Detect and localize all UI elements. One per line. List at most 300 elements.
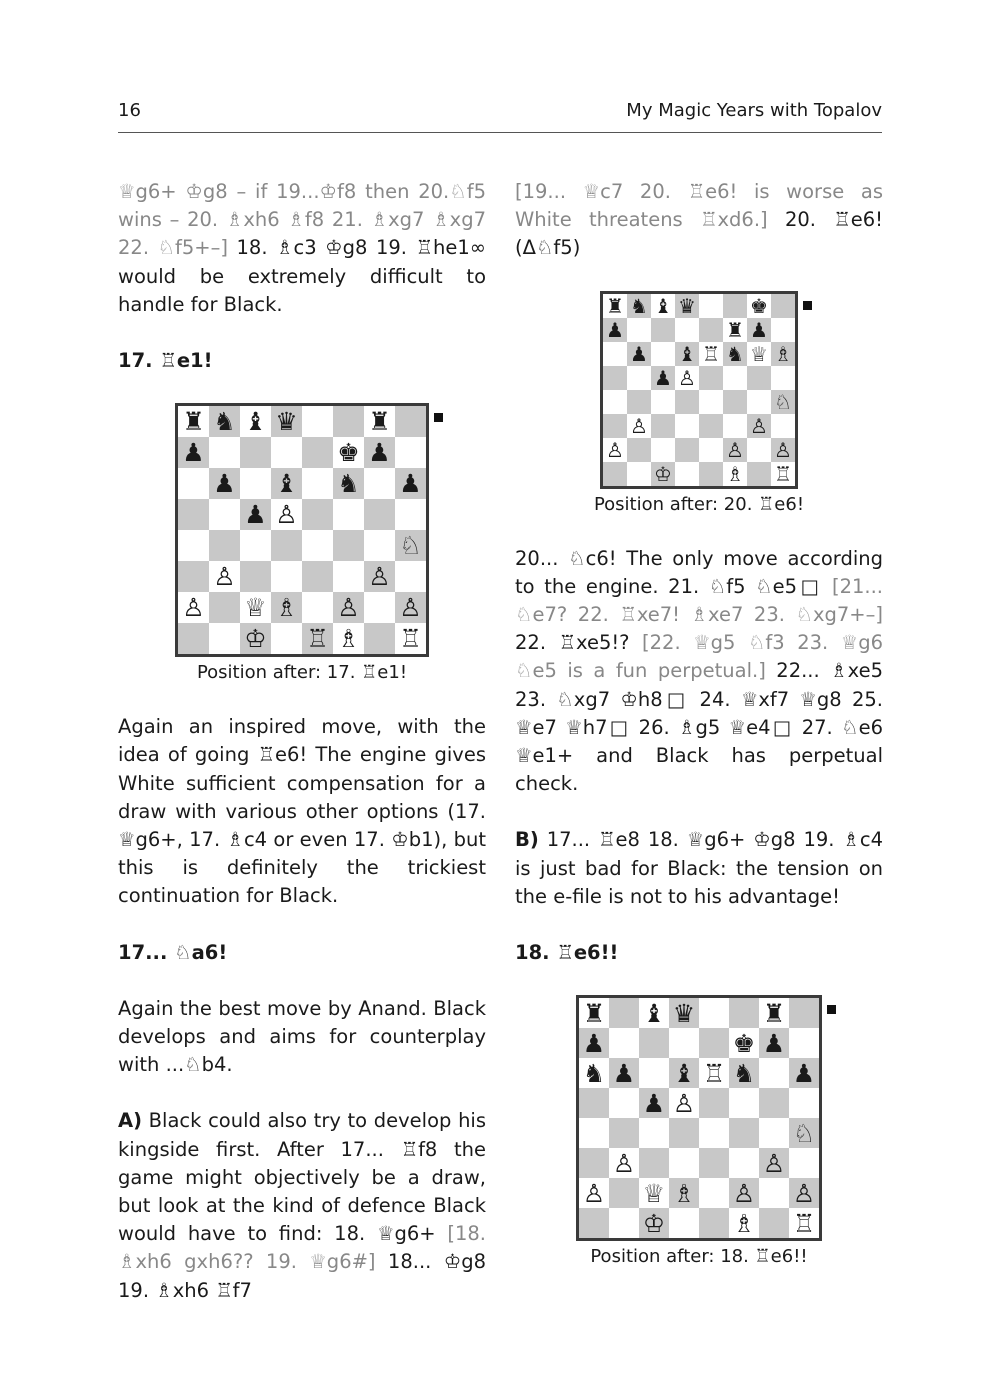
square-d4 xyxy=(669,1118,699,1148)
square-b7 xyxy=(209,437,240,468)
chess-piece-icon: ♟ xyxy=(182,438,205,468)
square-b1 xyxy=(609,1208,639,1238)
chess-piece-icon: ♘ xyxy=(792,1118,816,1148)
square-f4 xyxy=(333,530,364,561)
chess-piece-icon: ♖ xyxy=(399,624,422,654)
square-a8 xyxy=(178,406,209,437)
chess-piece-icon: ♗ xyxy=(672,1178,696,1208)
main-line-text: 20. ♖e6! (Δ♘f5) xyxy=(515,208,883,260)
chess-piece-icon: ♔ xyxy=(642,1208,666,1238)
square-g7 xyxy=(759,1028,789,1058)
chess-piece-icon: ♗ xyxy=(337,624,360,654)
chess-piece-icon: ♝ xyxy=(654,293,672,318)
square-c8 xyxy=(651,294,675,318)
paragraph: Again an inspired move, with the idea of going ♖e6! The engine gives White sufficient compensation for a draw with various other options (17. ♕g6+, 17. ♗c4 or even 17. ♔b1), but this is definitely the trickiest continuation for Black. xyxy=(118,715,486,908)
square-d4 xyxy=(271,530,302,561)
square-a3 xyxy=(178,561,209,592)
paragraph xyxy=(515,826,883,911)
square-h4 xyxy=(395,530,426,561)
chess-piece-icon: ♖ xyxy=(792,1208,816,1238)
square-f3 xyxy=(333,561,364,592)
square-d1 xyxy=(271,623,302,654)
paragraph xyxy=(515,545,883,799)
square-e5 xyxy=(699,366,723,390)
square-e3 xyxy=(302,561,333,592)
paragraph xyxy=(118,178,486,319)
square-a2 xyxy=(178,592,209,623)
square-c3 xyxy=(651,414,675,438)
chess-piece-icon: ♞ xyxy=(582,1058,606,1088)
square-e4 xyxy=(699,1118,729,1148)
chess-piece-icon: ♟ xyxy=(642,1088,666,1118)
square-b4 xyxy=(627,390,651,414)
square-b2 xyxy=(609,1178,639,1208)
square-g8 xyxy=(364,406,395,437)
running-title: My Magic Years with Topalov xyxy=(626,100,882,121)
square-a7 xyxy=(178,437,209,468)
square-c2 xyxy=(651,438,675,462)
square-f1 xyxy=(723,462,747,486)
square-a4 xyxy=(579,1118,609,1148)
chess-piece-icon: ♜ xyxy=(582,998,606,1028)
square-f6 xyxy=(723,342,747,366)
square-b8 xyxy=(627,294,651,318)
square-g2 xyxy=(747,438,771,462)
chess-piece-icon: ♛ xyxy=(275,407,298,437)
square-f2 xyxy=(729,1178,759,1208)
chess-piece-icon: ♙ xyxy=(275,500,298,530)
chess-piece-icon: ♕ xyxy=(642,1178,666,1208)
chess-piece-icon: ♞ xyxy=(732,1058,756,1088)
square-b4 xyxy=(209,530,240,561)
option-label: B) xyxy=(515,828,539,852)
main-line-text: 17... ♖e8 18. ♕g6+ ♔g8 19. ♗c4 is just bad for Black: the tension on the e-file is not to his advantage! xyxy=(515,828,883,908)
square-c5 xyxy=(240,499,271,530)
chess-piece-icon: ♙ xyxy=(774,437,792,462)
chess-piece-icon: ♙ xyxy=(606,437,624,462)
chess-piece-icon: ♚ xyxy=(732,1028,756,1058)
chess-piece-icon: ♟ xyxy=(762,1028,786,1058)
square-d2 xyxy=(675,438,699,462)
square-c6 xyxy=(651,342,675,366)
paragraph xyxy=(515,178,883,263)
chess-piece-icon: ♙ xyxy=(337,593,360,623)
square-a6 xyxy=(603,342,627,366)
main-line-text: 18. ♗c3 ♔g8 19. ♖he1∞ would be extremely difficult to handle for Black. xyxy=(118,236,486,316)
chess-piece-icon: ♝ xyxy=(642,998,666,1028)
chess-diagram xyxy=(515,995,883,1269)
square-f3 xyxy=(729,1148,759,1178)
side-to-move-marker xyxy=(803,301,812,310)
square-a6 xyxy=(178,468,209,499)
square-f4 xyxy=(723,390,747,414)
square-e1 xyxy=(699,462,723,486)
main-line-text: Black could also try to develop his kingside first. After 17... ♖f8 the game might objectively be a draw, but look at the kind of defence Black would have to find: 18. ♕g6+ xyxy=(118,1109,486,1246)
square-g6 xyxy=(364,468,395,499)
square-b6 xyxy=(627,342,651,366)
chess-piece-icon: ♘ xyxy=(774,389,792,414)
chess-diagram xyxy=(515,291,883,517)
square-c1 xyxy=(240,623,271,654)
chess-piece-icon: ♜ xyxy=(762,998,786,1028)
right-column xyxy=(515,178,883,1297)
square-f5 xyxy=(333,499,364,530)
square-c8 xyxy=(240,406,271,437)
square-c5 xyxy=(639,1088,669,1118)
chess-piece-icon: ♟ xyxy=(399,469,422,499)
square-b1 xyxy=(209,623,240,654)
square-b2 xyxy=(627,438,651,462)
square-b7 xyxy=(609,1028,639,1058)
square-d6 xyxy=(675,342,699,366)
chess-piece-icon: ♙ xyxy=(368,562,391,592)
chess-piece-icon: ♙ xyxy=(182,593,205,623)
square-e1 xyxy=(699,1208,729,1238)
square-h3 xyxy=(789,1148,819,1178)
square-h5 xyxy=(771,366,795,390)
square-c5 xyxy=(651,366,675,390)
square-e2 xyxy=(302,592,333,623)
move-heading: 17... ♘a6! xyxy=(118,940,228,964)
chess-piece-icon: ♟ xyxy=(630,341,648,366)
main-line-text: 22... ♗xe5 23. ♘xg7 ♔h8□ 24. ♕xf7 ♕g8 25. ♕e7 ♕h7□ 26. ♗g5 ♕e4□ 27. ♘e6 ♕e1+ and Black has perpetual check. xyxy=(515,659,884,796)
chess-board xyxy=(175,403,429,657)
square-h1 xyxy=(789,1208,819,1238)
side-to-move-marker xyxy=(827,1005,836,1014)
variation-text: [22. ♕g5 ♘f3 23. ♕g6 ♘e5 is a fun perpetual.] xyxy=(515,631,883,683)
side-to-move-marker xyxy=(434,413,443,422)
square-a1 xyxy=(603,462,627,486)
chess-piece-icon: ♝ xyxy=(275,469,298,499)
square-h7 xyxy=(771,318,795,342)
square-e2 xyxy=(699,438,723,462)
chess-piece-icon: ♟ xyxy=(213,469,236,499)
square-h8 xyxy=(771,294,795,318)
square-c7 xyxy=(651,318,675,342)
square-h3 xyxy=(771,414,795,438)
square-g4 xyxy=(747,390,771,414)
square-e4 xyxy=(302,530,333,561)
chess-piece-icon: ♟ xyxy=(606,317,624,342)
chess-piece-icon: ♙ xyxy=(582,1178,606,1208)
square-h6 xyxy=(395,468,426,499)
chess-piece-icon: ♙ xyxy=(672,1088,696,1118)
diagram-caption: Position after: 18. ♖e6!! xyxy=(590,1246,808,1268)
square-g4 xyxy=(759,1118,789,1148)
chess-piece-icon: ♘ xyxy=(399,531,422,561)
square-d2 xyxy=(669,1178,699,1208)
chess-piece-icon: ♙ xyxy=(213,562,236,592)
paragraph: Again the best move by Anand. Black develops and aims for counterplay with ...♘b4. xyxy=(118,996,486,1077)
square-f5 xyxy=(729,1088,759,1118)
square-g1 xyxy=(747,462,771,486)
square-h8 xyxy=(395,406,426,437)
square-h2 xyxy=(395,592,426,623)
chess-piece-icon: ♟ xyxy=(244,500,267,530)
square-d1 xyxy=(669,1208,699,1238)
square-d8 xyxy=(669,998,699,1028)
chess-piece-icon: ♚ xyxy=(337,438,360,468)
chess-piece-icon: ♝ xyxy=(244,407,267,437)
square-c6 xyxy=(240,468,271,499)
square-a7 xyxy=(579,1028,609,1058)
square-e2 xyxy=(699,1178,729,1208)
square-h6 xyxy=(789,1058,819,1088)
square-g3 xyxy=(759,1148,789,1178)
square-b3 xyxy=(209,561,240,592)
square-h1 xyxy=(395,623,426,654)
chess-piece-icon: ♖ xyxy=(306,624,329,654)
square-d6 xyxy=(669,1058,699,1088)
chess-piece-icon: ♔ xyxy=(244,624,267,654)
square-c2 xyxy=(240,592,271,623)
square-f7 xyxy=(729,1028,759,1058)
chess-piece-icon: ♕ xyxy=(750,341,768,366)
square-d7 xyxy=(675,318,699,342)
chess-piece-icon: ♗ xyxy=(726,461,744,486)
chess-piece-icon: ♗ xyxy=(732,1208,756,1238)
square-d5 xyxy=(675,366,699,390)
square-e6 xyxy=(302,468,333,499)
square-e6 xyxy=(699,1058,729,1088)
square-a4 xyxy=(603,390,627,414)
move-heading: 18. ♖e6!! xyxy=(515,941,619,965)
square-c1 xyxy=(651,462,675,486)
chess-piece-icon: ♔ xyxy=(654,461,672,486)
chess-piece-icon: ♟ xyxy=(582,1028,606,1058)
variation-text: ♕g6+ ♔g8 – if 19...♔f8 then 20.♘f5 wins – 20. ♗xh6 ♗f8 21. ♗xg7 ♗xg7 22. ♘f5+–] xyxy=(118,180,486,260)
square-b5 xyxy=(609,1088,639,1118)
square-e8 xyxy=(699,998,729,1028)
square-e8 xyxy=(302,406,333,437)
chess-piece-icon: ♕ xyxy=(244,593,267,623)
chess-piece-icon: ♞ xyxy=(726,341,744,366)
square-g1 xyxy=(759,1208,789,1238)
square-e8 xyxy=(699,294,723,318)
square-d6 xyxy=(271,468,302,499)
square-d8 xyxy=(271,406,302,437)
chess-piece-icon: ♙ xyxy=(792,1178,816,1208)
square-b1 xyxy=(627,462,651,486)
square-f4 xyxy=(729,1118,759,1148)
square-c7 xyxy=(240,437,271,468)
square-h7 xyxy=(789,1028,819,1058)
square-d3 xyxy=(271,561,302,592)
chess-piece-icon: ♗ xyxy=(275,593,298,623)
variation-text: [18. ♗xh6 gxh6?? 19. ♕g6#] xyxy=(118,1222,486,1274)
square-c3 xyxy=(240,561,271,592)
square-h5 xyxy=(789,1088,819,1118)
square-f8 xyxy=(729,998,759,1028)
square-f7 xyxy=(723,318,747,342)
chess-piece-icon: ♞ xyxy=(213,407,236,437)
square-d8 xyxy=(675,294,699,318)
square-d7 xyxy=(669,1028,699,1058)
square-f8 xyxy=(723,294,747,318)
square-b3 xyxy=(627,414,651,438)
square-e4 xyxy=(699,390,723,414)
chess-piece-icon: ♞ xyxy=(337,469,360,499)
square-c4 xyxy=(639,1118,669,1148)
square-g1 xyxy=(364,623,395,654)
square-g2 xyxy=(364,592,395,623)
square-b2 xyxy=(209,592,240,623)
chess-diagram xyxy=(118,403,486,685)
square-e6 xyxy=(699,342,723,366)
square-g6 xyxy=(759,1058,789,1088)
chess-piece-icon: ♙ xyxy=(726,437,744,462)
chess-piece-icon: ♛ xyxy=(672,998,696,1028)
chess-piece-icon: ♙ xyxy=(399,593,422,623)
square-a5 xyxy=(579,1088,609,1118)
chess-piece-icon: ♖ xyxy=(774,461,792,486)
board-wrapper xyxy=(600,291,798,489)
square-f3 xyxy=(723,414,747,438)
square-g4 xyxy=(364,530,395,561)
chess-piece-icon: ♖ xyxy=(702,341,720,366)
square-a5 xyxy=(178,499,209,530)
square-c4 xyxy=(651,390,675,414)
diagram-caption: Position after: 20. ♖e6! xyxy=(593,493,805,515)
square-a8 xyxy=(603,294,627,318)
square-e3 xyxy=(699,1148,729,1178)
chess-piece-icon: ♞ xyxy=(630,293,648,318)
chess-piece-icon: ♟ xyxy=(612,1058,636,1088)
chess-piece-icon: ♝ xyxy=(678,341,696,366)
chess-piece-icon: ♟ xyxy=(750,317,768,342)
square-c3 xyxy=(639,1148,669,1178)
square-a8 xyxy=(579,998,609,1028)
chess-piece-icon: ♙ xyxy=(762,1148,786,1178)
chess-piece-icon: ♙ xyxy=(612,1148,636,1178)
square-g5 xyxy=(364,499,395,530)
square-d3 xyxy=(675,414,699,438)
diagram-caption: Position after: 17. ♖e1! xyxy=(196,662,408,684)
square-h8 xyxy=(789,998,819,1028)
chess-piece-icon: ♙ xyxy=(678,365,696,390)
square-e1 xyxy=(302,623,333,654)
option-label: A) xyxy=(118,1109,143,1133)
square-g3 xyxy=(747,414,771,438)
chess-piece-icon: ♟ xyxy=(654,365,672,390)
square-f6 xyxy=(729,1058,759,1088)
main-line-text: 18... ♔g8 19. ♗xh6 ♖f7 xyxy=(118,1250,486,1302)
square-a4 xyxy=(178,530,209,561)
chess-piece-icon: ♟ xyxy=(368,438,391,468)
square-a2 xyxy=(603,438,627,462)
square-c2 xyxy=(639,1178,669,1208)
square-c6 xyxy=(639,1058,669,1088)
chess-piece-icon: ♜ xyxy=(726,317,744,342)
square-b7 xyxy=(627,318,651,342)
chess-piece-icon: ♜ xyxy=(368,407,391,437)
square-e7 xyxy=(699,1028,729,1058)
square-d2 xyxy=(271,592,302,623)
chess-piece-icon: ♟ xyxy=(792,1058,816,1088)
square-b5 xyxy=(209,499,240,530)
main-line-text: 20... ♘c6! The only move according to the engine. 21. ♘f5 ♘e5□ xyxy=(515,546,883,598)
running-header xyxy=(118,100,882,133)
square-e7 xyxy=(699,318,723,342)
paragraph xyxy=(118,1107,486,1304)
square-h2 xyxy=(789,1178,819,1208)
square-b5 xyxy=(627,366,651,390)
square-f8 xyxy=(333,406,364,437)
page-number: 16 xyxy=(118,100,141,121)
square-a2 xyxy=(579,1178,609,1208)
square-a3 xyxy=(579,1148,609,1178)
square-d5 xyxy=(271,499,302,530)
chess-piece-icon: ♝ xyxy=(672,1058,696,1088)
move-heading: 17. ♖e1! xyxy=(118,349,213,373)
square-h2 xyxy=(771,438,795,462)
square-h4 xyxy=(789,1118,819,1148)
square-e5 xyxy=(302,499,333,530)
square-c1 xyxy=(639,1208,669,1238)
square-g5 xyxy=(759,1088,789,1118)
square-g7 xyxy=(747,318,771,342)
square-b8 xyxy=(609,998,639,1028)
square-b3 xyxy=(609,1148,639,1178)
square-b4 xyxy=(609,1118,639,1148)
square-f7 xyxy=(333,437,364,468)
square-g8 xyxy=(759,998,789,1028)
chess-piece-icon: ♜ xyxy=(606,293,624,318)
square-d5 xyxy=(669,1088,699,1118)
variation-text: [19... ♕c7 20. ♖e6! is worse as White threatens ♖xd6.] xyxy=(515,180,883,232)
square-f2 xyxy=(333,592,364,623)
board-wrapper xyxy=(175,403,429,657)
chess-piece-icon: ♖ xyxy=(702,1058,726,1088)
square-f5 xyxy=(723,366,747,390)
square-d4 xyxy=(675,390,699,414)
chess-piece-icon: ♗ xyxy=(774,341,792,366)
square-h1 xyxy=(771,462,795,486)
square-a5 xyxy=(603,366,627,390)
square-h7 xyxy=(395,437,426,468)
square-f2 xyxy=(723,438,747,462)
chess-piece-icon: ♙ xyxy=(732,1178,756,1208)
main-line-text: 22. ♖xe5!? xyxy=(515,631,643,655)
square-f1 xyxy=(729,1208,759,1238)
square-b6 xyxy=(209,468,240,499)
square-g2 xyxy=(759,1178,789,1208)
square-f6 xyxy=(333,468,364,499)
chess-piece-icon: ♛ xyxy=(678,293,696,318)
square-a6 xyxy=(579,1058,609,1088)
square-h6 xyxy=(771,342,795,366)
square-f1 xyxy=(333,623,364,654)
square-b6 xyxy=(609,1058,639,1088)
square-d1 xyxy=(675,462,699,486)
square-g6 xyxy=(747,342,771,366)
square-h4 xyxy=(771,390,795,414)
variation-text: [21... ♘e7? 22. ♖xe7! ♗xe7 23. ♘xg7+–] xyxy=(515,574,883,627)
square-a1 xyxy=(579,1208,609,1238)
square-g5 xyxy=(747,366,771,390)
chess-board xyxy=(576,995,822,1241)
square-g8 xyxy=(747,294,771,318)
chess-board xyxy=(600,291,798,489)
square-a3 xyxy=(603,414,627,438)
square-c8 xyxy=(639,998,669,1028)
chess-piece-icon: ♚ xyxy=(750,293,768,318)
board-wrapper xyxy=(576,995,822,1241)
chess-piece-icon: ♙ xyxy=(630,413,648,438)
chess-piece-icon: ♙ xyxy=(750,413,768,438)
left-column xyxy=(118,178,486,1333)
square-c4 xyxy=(240,530,271,561)
